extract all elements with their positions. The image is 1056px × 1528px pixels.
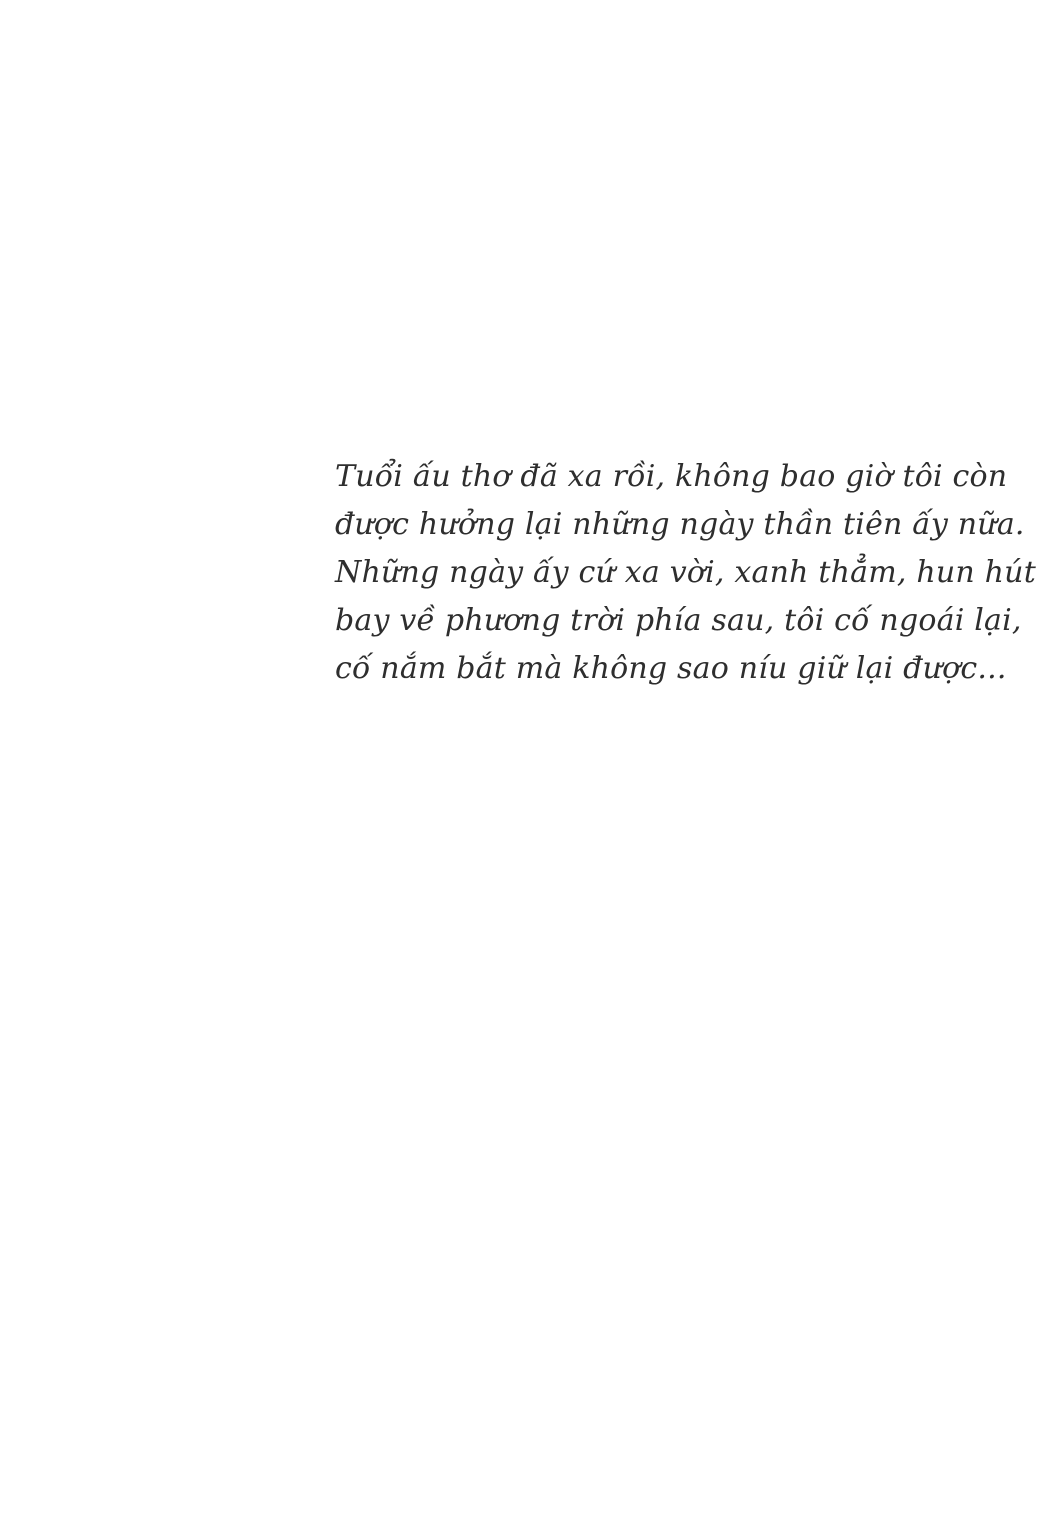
quote-line: Những ngày ấy cứ xa vời, xanh thẳm, hun hút — [335, 555, 1036, 590]
quote-line: được hưởng lại những ngày thần tiên ấy nữa. — [335, 507, 1025, 542]
quote-line: bay về phương trời phía sau, tôi cố ngoái lại, — [335, 603, 1022, 638]
quote-line: cố nắm bắt mà không sao níu giữ lại được... — [335, 651, 1007, 686]
quote-block — [335, 453, 1036, 693]
quote-line: Tuổi ấu thơ đã xa rồi, không bao giờ tôi còn — [335, 459, 1008, 494]
